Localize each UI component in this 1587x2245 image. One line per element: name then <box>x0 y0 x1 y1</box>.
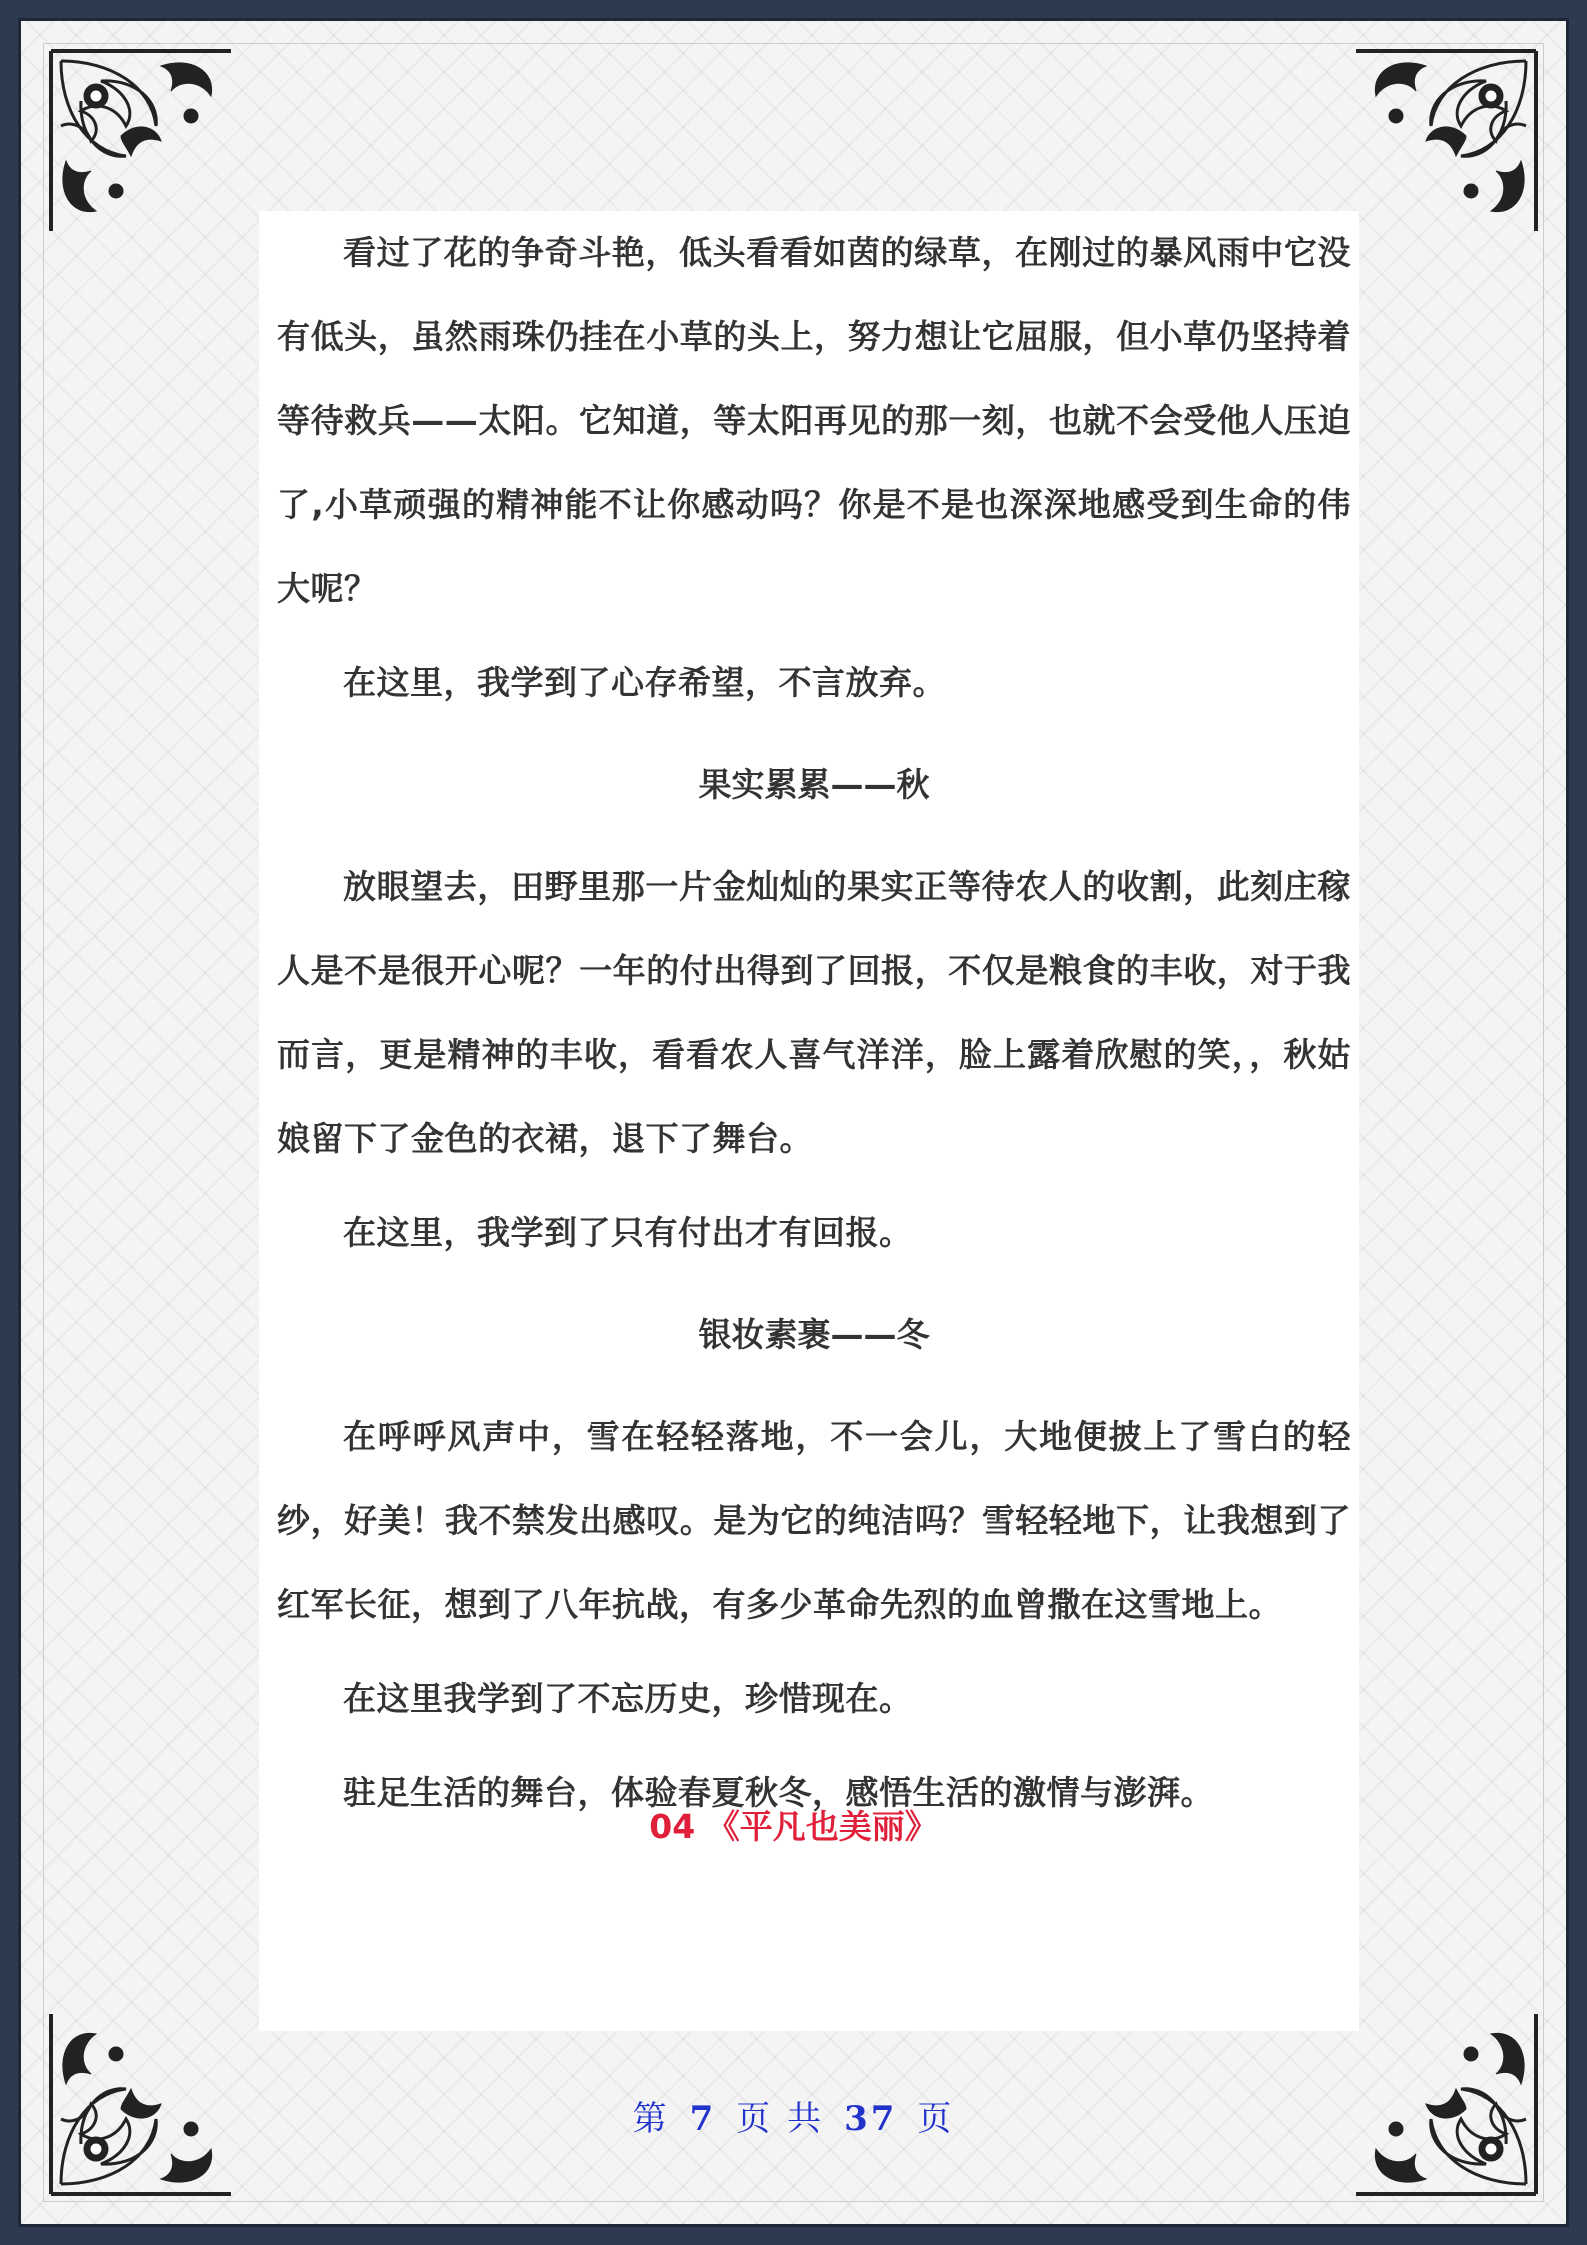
paragraph-grass: 看过了花的争奇斗艳，低头看看如茵的绿草，在刚过的暴风雨中它没有低头，虽然雨珠仍挂在小草的头上，努力想让它屈服，但小草仍坚持着等待救兵——太阳。它知道，等太阳再见的那一刻，也就不会受他人压迫了,小草顽强的精神能不让你感动吗？你是不是也深深地感受到生命的伟大呢？ <box>277 233 1351 608</box>
content-area <box>259 211 1359 2031</box>
paragraph-winter: 在呼呼风声中，雪在轻轻落地，不一会儿，大地便披上了雪白的轻纱，好美！我不禁发出感叹。是为它的纯洁吗？雪轻轻地下，让我想到了红军长征，想到了八年抗战，有多少革命先烈的血曾撒在这雪地上。 <box>277 1417 1351 1624</box>
paragraph-lesson-history: 在这里我学到了不忘历史，珍惜现在。 <box>343 1679 913 1718</box>
paragraph-lesson-hope: 在这里，我学到了心存希望，不言放弃。 <box>343 663 946 702</box>
heading-autumn: 果实累累——秋 <box>698 765 930 804</box>
footer-suffix: 页 <box>917 2099 955 2139</box>
document-page <box>18 18 1569 2227</box>
next-section-title: 04 《平凡也美丽》 <box>649 1807 938 1846</box>
page-number-footer <box>21 2091 1566 2140</box>
paragraph-autumn: 放眼望去，田野里那一片金灿灿的果实正等待农人的收割，此刻庄稼人是不是很开心呢？一年的付出得到了回报，不仅是粮食的丰收，对于我而言，更是精神的丰收，看看农人喜气洋洋，脸上露着欣慰的笑，，秋姑娘留下了金色的衣裙，退下了舞台。 <box>277 867 1351 1158</box>
footer-middle: 页 共 <box>736 2099 825 2139</box>
paragraph-lesson-reward: 在这里，我学到了只有付出才有回报。 <box>343 1213 913 1252</box>
footer-prefix: 第 <box>632 2099 670 2139</box>
current-page-number: 7 <box>689 2099 717 2139</box>
heading-winter: 银妆素裹——冬 <box>698 1315 930 1354</box>
essay-body <box>277 211 1351 1835</box>
corner-ornament-top-left <box>41 41 241 241</box>
corner-ornament-top-right <box>1346 41 1546 241</box>
paragraph-conclusion: 驻足生活的舞台，体验春夏秋冬，感悟生活的激情与澎湃。 <box>343 1773 1214 1812</box>
total-page-number: 37 <box>844 2099 898 2139</box>
